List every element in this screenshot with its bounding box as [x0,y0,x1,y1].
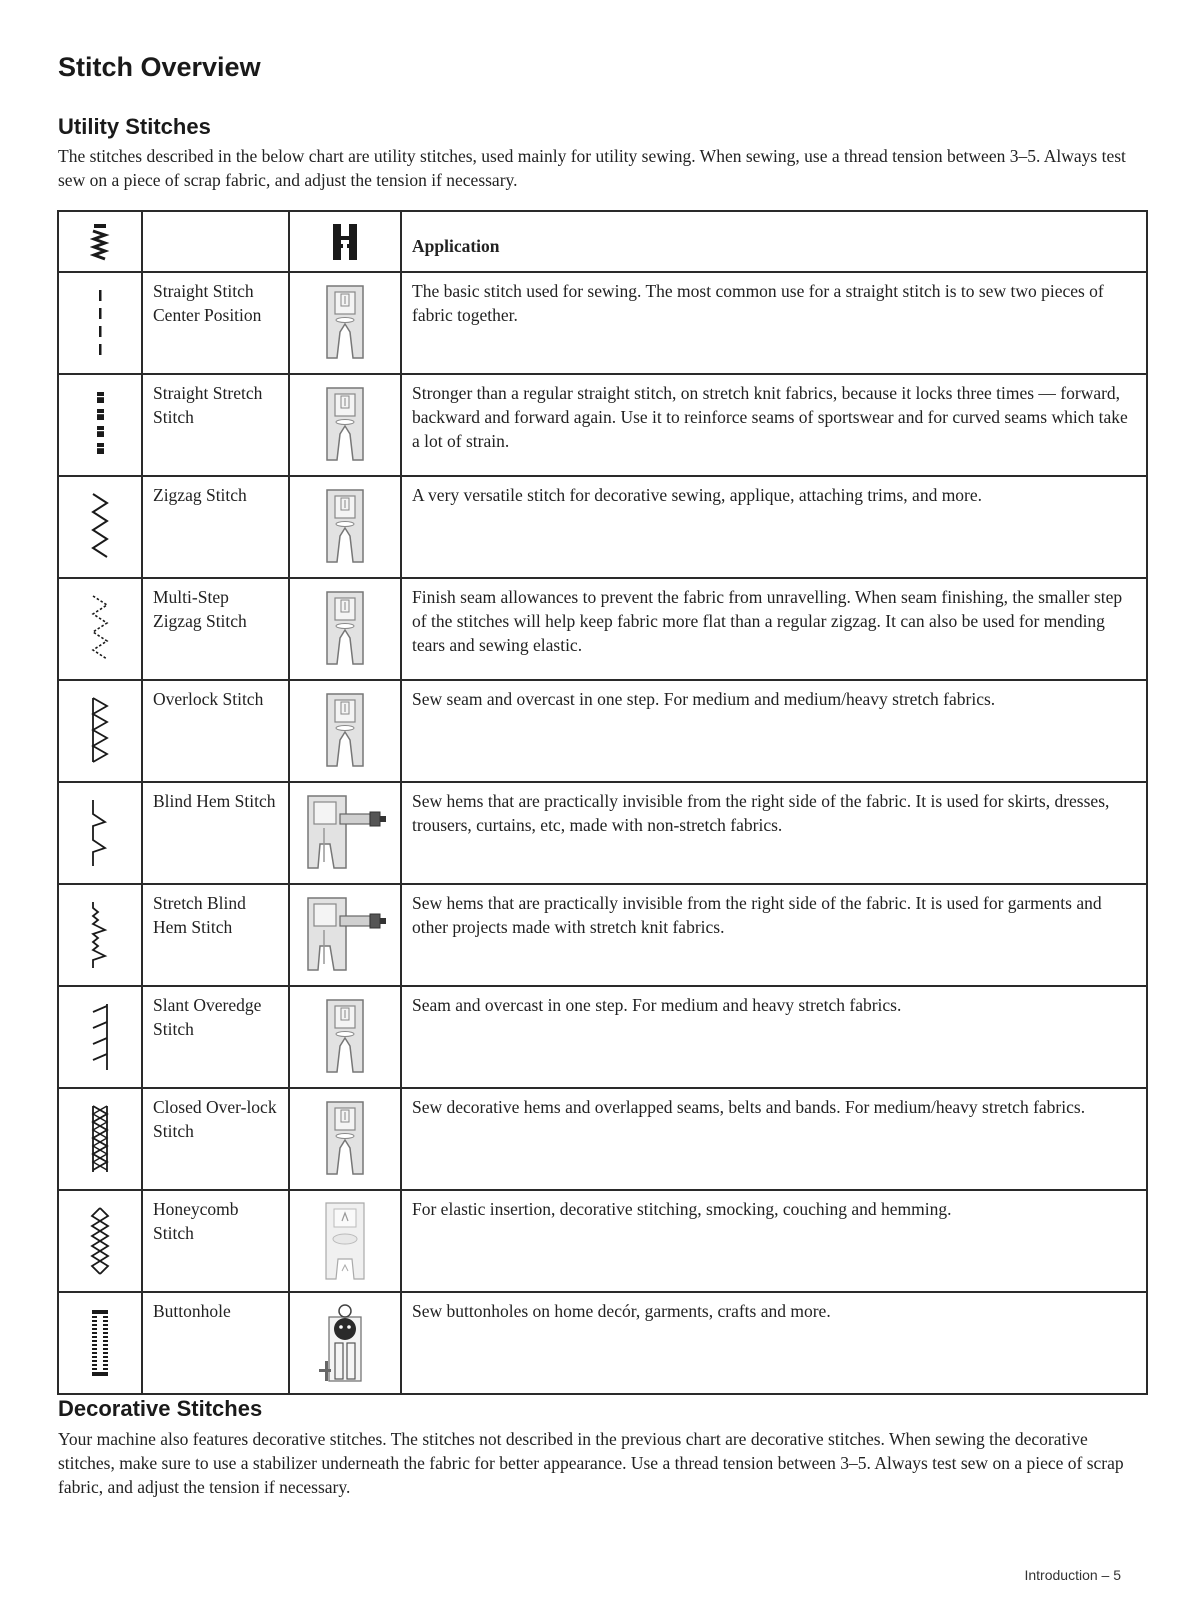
table-row [58,578,1147,680]
stitch-icon-cell [58,782,142,884]
standard-foot-icon [323,282,367,364]
foot-cell [289,374,401,476]
foot-cell [289,986,401,1088]
table-row [58,680,1147,782]
blind-hem-stitch-icon [89,798,111,868]
decorative-intro: Your machine also features decorative stitches. The stitches not described in the previous chart are decorative stitches. When sewing the decorative stitches, make sure to use a stabilizer underneath the fabric for better appearance. Use a thread tension between 3–5. Always test sew on a piece of scrap fabric, and adjust the tension if necessary. [58,1429,1124,1497]
stitch-application: Sew hems that are practically invisible from the right side of the fabric. It is used for skirts, dresses, trousers, curtains, etc, made with non-stretch fabrics. [412,791,1110,835]
stitch-name: Overlock Stitch [153,689,264,709]
stitch-application: Sew decorative hems and overlapped seams, belts and bands. For medium/heavy stretch fabrics. [412,1097,1086,1117]
table-row [58,782,1147,884]
buttonhole-icon [89,1308,111,1378]
stitch-pattern-icon [90,222,110,262]
foot-cell [289,1190,401,1292]
page-title: Stitch Overview [58,52,261,82]
stitch-application: Finish seam allowances to prevent the fabric from unravelling. When seam finishing, the smaller step of the stitches will help keep fabric more flat than a regular zigzag. It can also be used for mending tears and sewing elastic. [412,587,1123,655]
decorative-heading: Decorative Stitches [58,1396,263,1421]
header-name-cell [142,211,289,272]
table-row [58,272,1147,374]
foot-cell [289,476,401,578]
stitch-application: Sew seam and overcast in one step. For medium and medium/heavy stretch fabrics. [412,689,996,709]
foot-cell [289,1292,401,1394]
straight-stretch-stitch-icon [92,390,108,460]
table-row [58,374,1147,476]
stitch-name: Straight Stretch Stitch [153,383,263,427]
stitch-name: Closed Over-lock Stitch [153,1097,277,1141]
zigzag-stitch-icon [90,492,110,562]
blind-hem-foot-icon [300,894,390,976]
multi-step-zigzag-icon [90,594,110,664]
foot-cell [289,680,401,782]
utility-heading: Utility Stitches [58,114,211,139]
stitch-name: Honeycomb Stitch [153,1199,239,1243]
stitch-application: Sew hems that are practically invisible from the right side of the fabric. It is used for garments and other projects made with stretch knit fabrics. [412,893,1102,937]
stitch-name: Buttonhole [153,1301,231,1321]
stitch-name: Straight Stitch Center Position [153,281,262,325]
foot-cell [289,1088,401,1190]
stitch-application: Sew buttonholes on home decór, garments, crafts and more. [412,1301,831,1321]
blind-hem-foot-icon [300,792,390,874]
standard-foot-icon [323,996,367,1078]
stitch-icon-cell [58,986,142,1088]
stitch-application: A very versatile stitch for decorative sewing, applique, attaching trims, and more. [412,485,983,505]
foot-cell [289,782,401,884]
foot-cell [289,272,401,374]
stitch-icon-cell [58,1088,142,1190]
table-row [58,476,1147,578]
standard-foot-icon [323,588,367,670]
header-stitch-cell [58,211,142,272]
standard-foot-icon [323,690,367,772]
header-application-cell [401,211,1147,272]
stitch-icon-cell [58,476,142,578]
honeycomb-stitch-icon [89,1206,111,1276]
stitch-icon-cell [58,374,142,476]
stitch-icon-cell [58,884,142,986]
stitch-name: Blind Hem Stitch [153,791,276,811]
page-footer: Introduction – 5 [1024,1567,1121,1583]
stitch-table [57,210,1148,1395]
table-row [58,1190,1147,1292]
stretch-blind-hem-icon [89,900,111,970]
presser-foot-icon [331,222,359,262]
standard-foot-icon [323,486,367,568]
stitch-application: Seam and overcast in one step. For medium and heavy stretch fabrics. [412,995,902,1015]
table-header-row [58,211,1147,272]
stitch-icon-cell [58,578,142,680]
foot-cell [289,884,401,986]
stitch-icon-cell [58,680,142,782]
table-row [58,1088,1147,1190]
stitch-application: Stronger than a regular straight stitch, on stretch knit fabrics, because it locks three times — forward, backward and forward again. Use it to reinforce seams of sportswear and for curved seams which take a lot of strain. [412,383,1128,451]
application-header: Application [412,236,500,256]
overlock-stitch-icon [89,696,111,766]
stitch-application: The basic stitch used for sewing. The most common use for a straight stitch is to sew two pieces of fabric together. [412,281,1104,325]
stitch-application: For elastic insertion, decorative stitching, smocking, couching and hemming. [412,1199,952,1219]
stitch-icon-cell [58,272,142,374]
table-row [58,986,1147,1088]
stitch-name: Stretch Blind Hem Stitch [153,893,246,937]
table-row [58,884,1147,986]
satin-foot-icon [320,1199,370,1283]
buttonhole-foot-icon [315,1299,375,1387]
closed-overlock-icon [89,1104,111,1174]
standard-foot-icon [323,1098,367,1180]
header-foot-cell [289,211,401,272]
standard-foot-icon [323,384,367,466]
utility-intro: The stitches described in the below chart are utility stitches, used mainly for utility sewing. When sewing, use a thread tension between 3–5. Always test sew on a piece of scrap fabric, and adjust the tension if necessary. [58,146,1126,190]
foot-cell [289,578,401,680]
table-row [58,1292,1147,1394]
stitch-icon-cell [58,1190,142,1292]
stitch-name: Multi-Step Zigzag Stitch [153,587,247,631]
straight-stitch-icon [92,288,108,358]
stitch-name: Slant Overedge Stitch [153,995,262,1039]
stitch-icon-cell [58,1292,142,1394]
stitch-name: Zigzag Stitch [153,485,247,505]
slant-overedge-icon [89,1002,111,1072]
